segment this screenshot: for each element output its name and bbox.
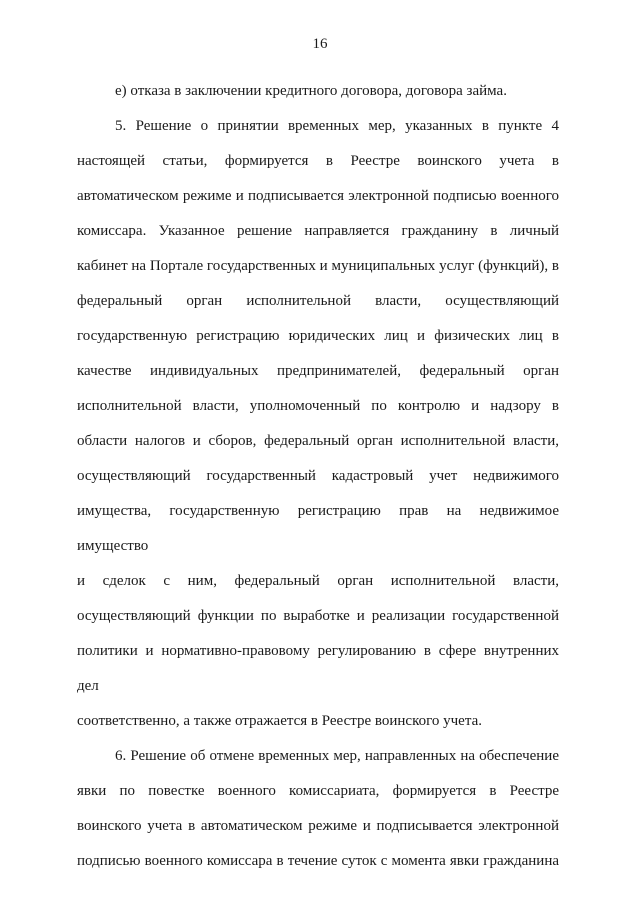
text-line: кабинет на Портале государственных и муниципальных услуг (функций), в (77, 258, 559, 274)
text-line: подписью военного комиссара в течение суток с момента явки гражданина (77, 853, 559, 869)
text-line: 6. Решение об отмене временных мер, направленных на обеспечение (115, 748, 559, 764)
text-line: воинского учета в автоматическом режиме и подписывается электронной (77, 818, 559, 834)
text-line: е) отказа в заключении кредитного договора, договора займа. (115, 83, 507, 99)
text-line: осуществляющий государственный кадастровый учет недвижимого (77, 468, 559, 484)
paragraph-item-5 (77, 109, 559, 739)
text-line: и сделок с ним, федеральный орган исполнительной власти, (77, 573, 559, 589)
text-line: федеральный орган исполнительной власти, осуществляющий (77, 293, 559, 309)
text-line: политики и нормативно-правовому регулированию в сфере внутренних дел (77, 643, 559, 694)
text-line: осуществляющий функции по выработке и реализации государственной (77, 608, 559, 624)
page-number: 16 (312, 36, 328, 52)
paragraph-item-6 (77, 739, 559, 879)
text-line: соответственно, а также отражается в Реестре воинского учета. (77, 713, 482, 729)
text-line: 5. Решение о принятии временных мер, указанных в пункте 4 (115, 118, 559, 134)
text-line: автоматическом режиме и подписывается электронной подписью военного (77, 188, 559, 204)
text-line: настоящей статьи, формируется в Реестре воинского учета в (77, 153, 559, 169)
paragraph-item-e (77, 74, 559, 109)
text-line: имущества, государственную регистрацию прав на недвижимое имущество (77, 503, 559, 554)
text-line: комиссара. Указанное решение направляется гражданину в личный (77, 223, 559, 239)
text-line: исполнительной власти, уполномоченный по контролю и надзору в (77, 398, 559, 414)
text-line: качестве индивидуальных предпринимателей, федеральный орган (77, 363, 559, 379)
text-line: области налогов и сборов, федеральный орган исполнительной власти, (77, 433, 559, 449)
text-line: государственную регистрацию юридических лиц и физических лиц в (77, 328, 559, 344)
document-body (77, 74, 559, 879)
text-line: явки по повестке военного комиссариата, формируется в Реестре (77, 783, 559, 799)
